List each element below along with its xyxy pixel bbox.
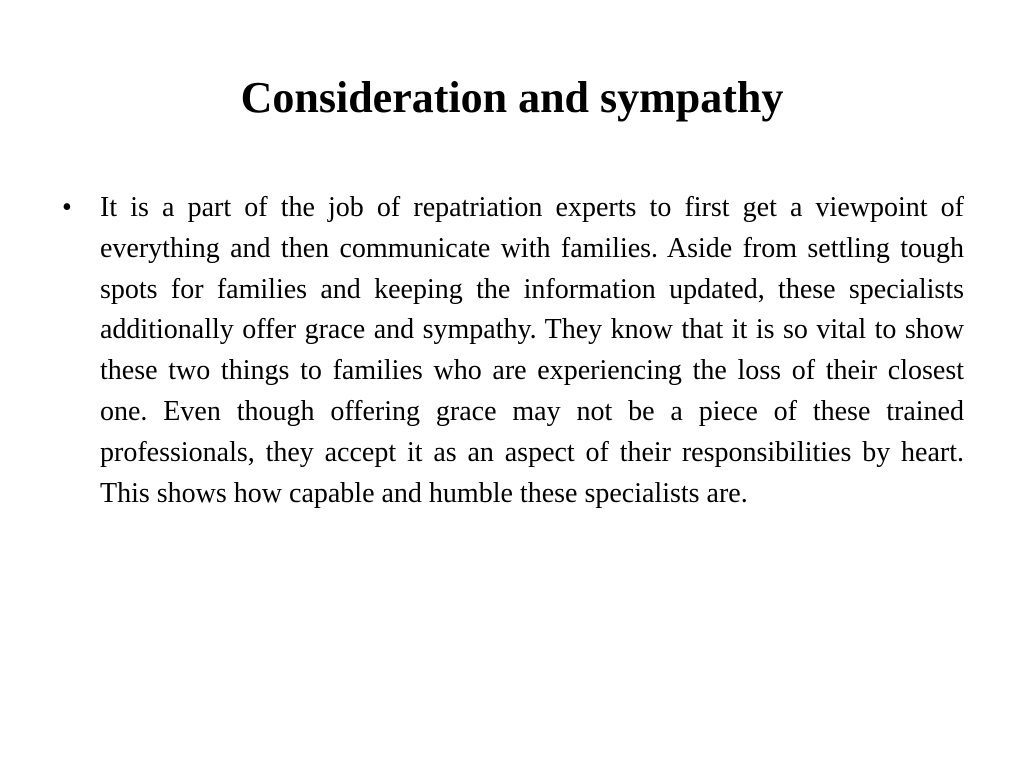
slide-title: Consideration and sympathy <box>240 73 784 122</box>
bullet-text: It is a part of the job of repatriation experts to first get a viewpoint of everything and then communicate with families. Aside from settling tough spots for families and keeping the information updated, these specialists additionally offer grace and sympathy. They know that it is so vital to show these two things to families who are experiencing the loss of their closest one. Even though offering grace may not be a piece of these trained professionals, they accept it as an aspect of their responsibilities by heart. This shows how capable and humble these specialists are. <box>100 192 964 509</box>
bullet-marker: • <box>62 192 72 223</box>
bullet-list <box>62 188 964 514</box>
bullet-item <box>62 188 964 514</box>
